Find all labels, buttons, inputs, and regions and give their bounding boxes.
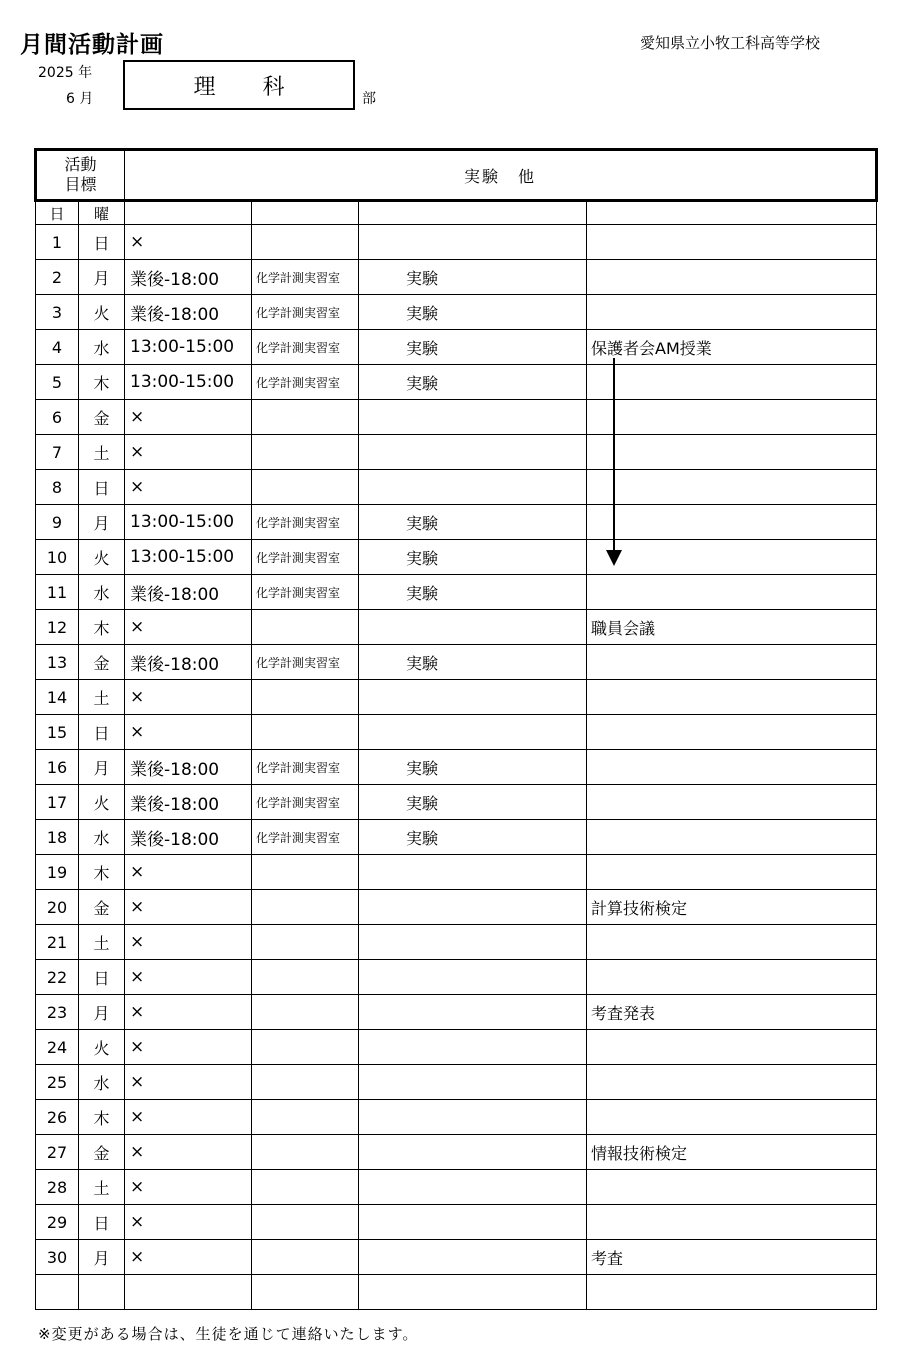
content-cell: 実験: [359, 575, 587, 610]
time-cell: ×: [125, 435, 252, 470]
place-cell: [252, 995, 359, 1030]
place-cell: 化学計測実習室: [252, 260, 359, 295]
table-row: [36, 1170, 877, 1205]
table-row: [36, 400, 877, 435]
time-cell: ×: [125, 1030, 252, 1065]
day-cell: 2: [36, 260, 79, 295]
weekday-cell: 金: [79, 645, 125, 680]
notes-cell: [587, 645, 877, 680]
table-row: [36, 470, 877, 505]
activity-plan-table: [34, 148, 878, 1310]
day-cell: 24: [36, 1030, 79, 1065]
day-cell: 7: [36, 435, 79, 470]
day-cell: 11: [36, 575, 79, 610]
weekday-cell: 日: [79, 715, 125, 750]
goal-label: [36, 150, 125, 201]
day-cell: 25: [36, 1065, 79, 1100]
time-cell: 業後-18:00: [125, 295, 252, 330]
day-cell: 8: [36, 470, 79, 505]
day-cell: 13: [36, 645, 79, 680]
content-cell: 実験: [359, 645, 587, 680]
time-cell: 業後-18:00: [125, 750, 252, 785]
content-cell: [359, 680, 587, 715]
time-cell: 業後-18:00: [125, 785, 252, 820]
place-cell: [252, 890, 359, 925]
notes-cell: 考査発表: [587, 995, 877, 1030]
time-cell: ×: [125, 1170, 252, 1205]
content-cell: [359, 1205, 587, 1240]
content-cell: 実験: [359, 295, 587, 330]
table-row: [36, 715, 877, 750]
weekday-cell: [79, 1275, 125, 1310]
day-cell: 16: [36, 750, 79, 785]
notes-cell: [587, 365, 877, 400]
day-cell: 15: [36, 715, 79, 750]
day-cell: 12: [36, 610, 79, 645]
time-cell: ×: [125, 890, 252, 925]
content-cell: [359, 925, 587, 960]
content-cell: [359, 435, 587, 470]
place-cell: 化学計測実習室: [252, 820, 359, 855]
weekday-cell: 月: [79, 995, 125, 1030]
time-cell: ×: [125, 1240, 252, 1275]
place-cell: [252, 400, 359, 435]
day-cell: 23: [36, 995, 79, 1030]
content-cell: [359, 1170, 587, 1205]
weekday-cell: 火: [79, 785, 125, 820]
day-cell: 4: [36, 330, 79, 365]
table-row: [36, 330, 877, 365]
time-cell: 13:00-15:00: [125, 365, 252, 400]
day-cell: 30: [36, 1240, 79, 1275]
content-cell: [359, 1275, 587, 1310]
weekday-cell: 金: [79, 1135, 125, 1170]
day-cell: 6: [36, 400, 79, 435]
table-row: [36, 610, 877, 645]
content-cell: 実験: [359, 750, 587, 785]
time-cell: 業後-18:00: [125, 575, 252, 610]
weekday-cell: 月: [79, 1240, 125, 1275]
place-cell: 化学計測実習室: [252, 750, 359, 785]
weekday-cell: 金: [79, 890, 125, 925]
table-row: [36, 785, 877, 820]
table-row: [36, 225, 877, 260]
table-row: [36, 435, 877, 470]
content-cell: 実験: [359, 820, 587, 855]
place-cell: 化学計測実習室: [252, 365, 359, 400]
place-cell: [252, 1170, 359, 1205]
day-cell: 20: [36, 890, 79, 925]
content-cell: [359, 225, 587, 260]
place-cell: 化学計測実習室: [252, 505, 359, 540]
day-cell: 17: [36, 785, 79, 820]
place-cell: 化学計測実習室: [252, 330, 359, 365]
table-row: [36, 645, 877, 680]
place-cell: [252, 1135, 359, 1170]
content-cell: 実験: [359, 330, 587, 365]
time-cell: 13:00-15:00: [125, 540, 252, 575]
notes-cell: [587, 540, 877, 575]
notes-cell: [587, 295, 877, 330]
day-cell: 19: [36, 855, 79, 890]
weekday-cell: 日: [79, 960, 125, 995]
content-cell: [359, 855, 587, 890]
notes-cell: [587, 785, 877, 820]
weekday-cell: 土: [79, 435, 125, 470]
table-row: [36, 820, 877, 855]
time-cell: ×: [125, 1135, 252, 1170]
table-row: [36, 680, 877, 715]
weekday-cell: 月: [79, 505, 125, 540]
place-cell: [252, 855, 359, 890]
content-cell: [359, 715, 587, 750]
content-cell: [359, 1240, 587, 1275]
weekday-cell: 木: [79, 1100, 125, 1135]
time-cell: 13:00-15:00: [125, 330, 252, 365]
day-cell: 22: [36, 960, 79, 995]
content-cell: 実験: [359, 540, 587, 575]
place-cell: [252, 435, 359, 470]
goal-row: [36, 150, 877, 201]
club-name: 理 科: [193, 74, 305, 100]
day-cell: 1: [36, 225, 79, 260]
column-header-content: [359, 201, 587, 225]
goal-label-line1: 活動: [64, 155, 97, 174]
notes-cell: 考査: [587, 1240, 877, 1275]
content-cell: [359, 610, 587, 645]
table-row: [36, 855, 877, 890]
weekday-cell: 土: [79, 925, 125, 960]
time-cell: ×: [125, 1100, 252, 1135]
content-cell: [359, 1030, 587, 1065]
day-cell: 9: [36, 505, 79, 540]
notes-cell: 情報技術検定: [587, 1135, 877, 1170]
table-row: [36, 750, 877, 785]
content-cell: [359, 995, 587, 1030]
content-cell: 実験: [359, 505, 587, 540]
time-cell: ×: [125, 225, 252, 260]
table-row: [36, 890, 877, 925]
column-header-time: [125, 201, 252, 225]
notes-cell: [587, 505, 877, 540]
content-cell: [359, 1065, 587, 1100]
content-cell: [359, 400, 587, 435]
weekday-cell: 水: [79, 575, 125, 610]
notes-cell: [587, 1065, 877, 1100]
weekday-cell: 土: [79, 680, 125, 715]
place-cell: [252, 1100, 359, 1135]
footer-note: ※変更がある場合は、生徒を通じて連絡いたします。: [38, 1325, 419, 1343]
day-cell: 18: [36, 820, 79, 855]
weekday-cell: 日: [79, 1205, 125, 1240]
weekday-cell: 水: [79, 330, 125, 365]
weekday-cell: 金: [79, 400, 125, 435]
column-header-row: [36, 201, 877, 225]
time-cell: 業後-18:00: [125, 820, 252, 855]
table-row: [36, 1205, 877, 1240]
notes-cell: [587, 575, 877, 610]
table-row: [36, 925, 877, 960]
notes-cell: [587, 1275, 877, 1310]
notes-cell: [587, 400, 877, 435]
notes-cell: 職員会議: [587, 610, 877, 645]
place-cell: 化学計測実習室: [252, 540, 359, 575]
column-header-dow: 曜: [79, 201, 125, 225]
weekday-cell: 木: [79, 610, 125, 645]
club-suffix: 部: [362, 91, 376, 107]
day-cell: 21: [36, 925, 79, 960]
content-cell: [359, 1100, 587, 1135]
month-label: 6 月: [66, 91, 94, 107]
content-cell: [359, 470, 587, 505]
column-header-notes: [587, 201, 877, 225]
table-row: [36, 540, 877, 575]
content-cell: [359, 1135, 587, 1170]
time-cell: [125, 1275, 252, 1310]
day-cell: 26: [36, 1100, 79, 1135]
place-cell: 化学計測実習室: [252, 295, 359, 330]
weekday-cell: 木: [79, 855, 125, 890]
content-cell: 実験: [359, 785, 587, 820]
table-row: [36, 1065, 877, 1100]
table-row: [36, 1275, 877, 1310]
place-cell: [252, 1030, 359, 1065]
table-row: [36, 960, 877, 995]
notes-cell: [587, 470, 877, 505]
time-cell: ×: [125, 960, 252, 995]
notes-cell: [587, 855, 877, 890]
day-cell: 28: [36, 1170, 79, 1205]
place-cell: [252, 225, 359, 260]
weekday-cell: 火: [79, 540, 125, 575]
day-cell: 5: [36, 365, 79, 400]
notes-cell: [587, 1170, 877, 1205]
time-cell: ×: [125, 925, 252, 960]
place-cell: [252, 1240, 359, 1275]
weekday-cell: 火: [79, 295, 125, 330]
club-name-box: [123, 60, 355, 110]
table-row: [36, 295, 877, 330]
place-cell: [252, 1065, 359, 1100]
place-cell: [252, 715, 359, 750]
school-name: 愛知県立小牧工科高等学校: [640, 34, 821, 52]
notes-cell: [587, 225, 877, 260]
notes-cell: [587, 1205, 877, 1240]
weekday-cell: 水: [79, 1065, 125, 1100]
notes-cell: [587, 820, 877, 855]
time-cell: ×: [125, 1205, 252, 1240]
page-title: 月間活動計画: [20, 32, 164, 58]
time-cell: ×: [125, 400, 252, 435]
day-cell: 14: [36, 680, 79, 715]
notes-cell: [587, 680, 877, 715]
table-row: [36, 575, 877, 610]
notes-cell: [587, 925, 877, 960]
time-cell: ×: [125, 855, 252, 890]
place-cell: [252, 680, 359, 715]
time-cell: ×: [125, 1065, 252, 1100]
place-cell: [252, 470, 359, 505]
place-cell: [252, 960, 359, 995]
content-cell: 実験: [359, 260, 587, 295]
day-cell: 27: [36, 1135, 79, 1170]
weekday-cell: 日: [79, 225, 125, 260]
notes-cell: [587, 435, 877, 470]
time-cell: ×: [125, 610, 252, 645]
place-cell: 化学計測実習室: [252, 645, 359, 680]
table-row: [36, 1100, 877, 1135]
time-cell: ×: [125, 995, 252, 1030]
place-cell: [252, 925, 359, 960]
time-cell: 13:00-15:00: [125, 505, 252, 540]
content-cell: [359, 890, 587, 925]
time-cell: ×: [125, 715, 252, 750]
notes-cell: 保護者会AM授業: [587, 330, 877, 365]
day-cell: 3: [36, 295, 79, 330]
weekday-cell: 水: [79, 820, 125, 855]
place-cell: 化学計測実習室: [252, 785, 359, 820]
goal-label-line2: 目標: [64, 175, 97, 194]
table-row: [36, 365, 877, 400]
table-row: [36, 995, 877, 1030]
weekday-cell: 日: [79, 470, 125, 505]
content-cell: 実験: [359, 365, 587, 400]
weekday-cell: 月: [79, 750, 125, 785]
down-arrow-icon: [603, 358, 625, 568]
notes-cell: [587, 1030, 877, 1065]
day-cell: 29: [36, 1205, 79, 1240]
place-cell: 化学計測実習室: [252, 575, 359, 610]
notes-cell: [587, 750, 877, 785]
notes-cell: [587, 960, 877, 995]
time-cell: ×: [125, 470, 252, 505]
day-cell: 10: [36, 540, 79, 575]
year-label: 2025 年: [38, 65, 93, 81]
time-cell: 業後-18:00: [125, 645, 252, 680]
content-cell: [359, 960, 587, 995]
notes-cell: [587, 715, 877, 750]
time-cell: ×: [125, 680, 252, 715]
table-row: [36, 505, 877, 540]
notes-cell: [587, 1100, 877, 1135]
weekday-cell: 土: [79, 1170, 125, 1205]
weekday-cell: 木: [79, 365, 125, 400]
place-cell: [252, 1275, 359, 1310]
place-cell: [252, 610, 359, 645]
table-row: [36, 1135, 877, 1170]
goal-text: 実験 他: [125, 150, 877, 201]
table-row: [36, 1030, 877, 1065]
notes-cell: 計算技術検定: [587, 890, 877, 925]
column-header-day: 日: [36, 201, 79, 225]
weekday-cell: 月: [79, 260, 125, 295]
time-cell: 業後-18:00: [125, 260, 252, 295]
column-header-place: [252, 201, 359, 225]
weekday-cell: 火: [79, 1030, 125, 1065]
table-row: [36, 1240, 877, 1275]
place-cell: [252, 1205, 359, 1240]
day-cell: [36, 1275, 79, 1310]
notes-cell: [587, 260, 877, 295]
table-row: [36, 260, 877, 295]
